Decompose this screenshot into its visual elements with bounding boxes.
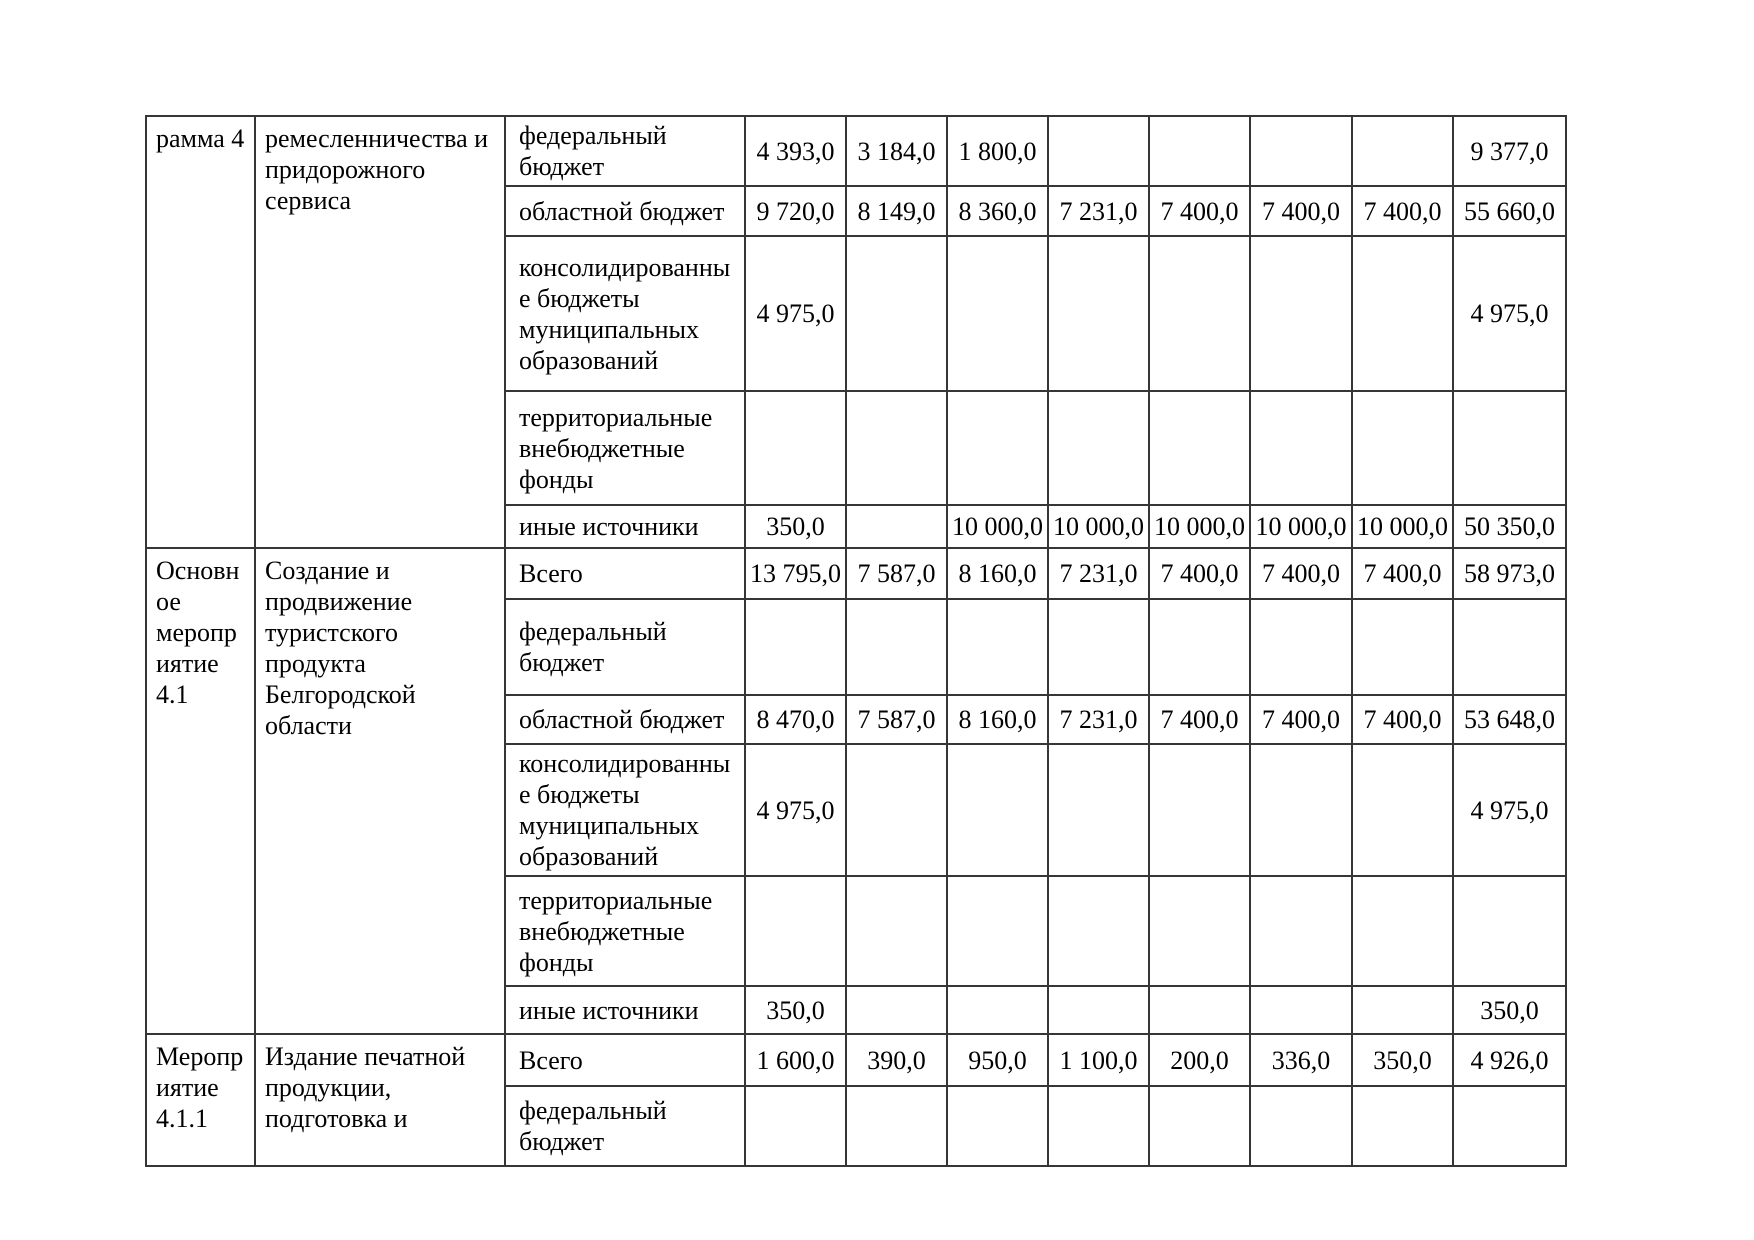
value-cell	[947, 876, 1048, 986]
value-cell	[1352, 876, 1453, 986]
section-id-cell: рамма 4	[146, 116, 255, 548]
section-description-cell: Издание печатной продукции, подготовка и	[255, 1034, 505, 1166]
section-description-cell: Создание и продвижение туристского продукта Белгородской области	[255, 548, 505, 1034]
value-cell: 7 587,0	[846, 548, 947, 599]
funding-source-label: Всего	[505, 548, 745, 599]
value-cell: 336,0	[1250, 1034, 1352, 1086]
total-cell: 9 377,0	[1453, 116, 1566, 186]
value-cell	[947, 236, 1048, 391]
value-cell	[1048, 986, 1149, 1034]
value-cell: 7 587,0	[846, 695, 947, 744]
value-cell	[1048, 236, 1149, 391]
value-cell	[1250, 1086, 1352, 1166]
value-cell: 200,0	[1149, 1034, 1250, 1086]
value-cell	[1149, 391, 1250, 505]
value-cell	[1352, 1086, 1453, 1166]
value-cell: 7 231,0	[1048, 695, 1149, 744]
value-cell: 10 000,0	[1048, 505, 1149, 548]
value-cell: 13 795,0	[745, 548, 846, 599]
value-cell	[1352, 391, 1453, 505]
value-cell	[1149, 236, 1250, 391]
value-cell: 3 184,0	[846, 116, 947, 186]
value-cell	[1250, 876, 1352, 986]
value-cell	[846, 391, 947, 505]
total-cell: 55 660,0	[1453, 186, 1566, 236]
value-cell: 10 000,0	[947, 505, 1048, 548]
value-cell	[1250, 236, 1352, 391]
value-cell	[846, 876, 947, 986]
value-cell: 7 400,0	[1149, 695, 1250, 744]
value-cell	[1352, 599, 1453, 695]
value-cell: 7 400,0	[1352, 695, 1453, 744]
value-cell	[1149, 876, 1250, 986]
total-cell	[1453, 876, 1566, 986]
section-id-cell: Мероприятие 4.1.1	[146, 1034, 255, 1166]
value-cell	[846, 744, 947, 876]
value-cell	[846, 1086, 947, 1166]
total-cell: 4 975,0	[1453, 236, 1566, 391]
value-cell	[1149, 744, 1250, 876]
value-cell	[1149, 116, 1250, 186]
value-cell	[1149, 599, 1250, 695]
value-cell	[1048, 1086, 1149, 1166]
value-cell	[1250, 986, 1352, 1034]
value-cell	[1352, 116, 1453, 186]
value-cell: 1 800,0	[947, 116, 1048, 186]
value-cell	[1250, 599, 1352, 695]
budget-financing-table	[145, 115, 1567, 1167]
table-row	[146, 116, 1566, 186]
value-cell: 1 100,0	[1048, 1034, 1149, 1086]
value-cell: 8 360,0	[947, 186, 1048, 236]
funding-source-label: территориальные внебюджетные фонды	[505, 391, 745, 505]
value-cell	[846, 505, 947, 548]
value-cell: 8 160,0	[947, 548, 1048, 599]
value-cell: 4 393,0	[745, 116, 846, 186]
value-cell: 10 000,0	[1149, 505, 1250, 548]
section-id-cell: Основное мероприятие 4.1	[146, 548, 255, 1034]
value-cell: 4 975,0	[745, 236, 846, 391]
value-cell	[1048, 391, 1149, 505]
total-cell	[1453, 391, 1566, 505]
funding-source-label: Всего	[505, 1034, 745, 1086]
value-cell	[947, 391, 1048, 505]
value-cell: 7 400,0	[1250, 695, 1352, 744]
total-cell	[1453, 1086, 1566, 1166]
value-cell: 350,0	[745, 986, 846, 1034]
value-cell: 7 400,0	[1250, 186, 1352, 236]
total-cell: 50 350,0	[1453, 505, 1566, 548]
funding-source-label: областной бюджет	[505, 695, 745, 744]
value-cell: 8 149,0	[846, 186, 947, 236]
value-cell: 7 400,0	[1149, 186, 1250, 236]
value-cell	[1352, 986, 1453, 1034]
value-cell: 350,0	[1352, 1034, 1453, 1086]
value-cell: 1 600,0	[745, 1034, 846, 1086]
value-cell	[745, 599, 846, 695]
value-cell: 7 231,0	[1048, 186, 1149, 236]
value-cell	[1149, 986, 1250, 1034]
value-cell: 7 400,0	[1352, 186, 1453, 236]
value-cell	[1250, 116, 1352, 186]
value-cell	[1250, 744, 1352, 876]
value-cell	[1048, 116, 1149, 186]
value-cell: 10 000,0	[1352, 505, 1453, 548]
value-cell: 7 231,0	[1048, 548, 1149, 599]
value-cell	[1149, 1086, 1250, 1166]
value-cell: 7 400,0	[1250, 548, 1352, 599]
value-cell: 8 470,0	[745, 695, 846, 744]
funding-source-label: территориальные внебюджетные фонды	[505, 876, 745, 986]
total-cell: 53 648,0	[1453, 695, 1566, 744]
funding-source-label: иные источники	[505, 505, 745, 548]
value-cell	[745, 876, 846, 986]
value-cell	[1048, 599, 1149, 695]
funding-source-label: областной бюджет	[505, 186, 745, 236]
funding-source-label: иные источники	[505, 986, 745, 1034]
value-cell: 7 400,0	[1352, 548, 1453, 599]
total-cell	[1453, 599, 1566, 695]
total-cell: 350,0	[1453, 986, 1566, 1034]
value-cell	[1048, 744, 1149, 876]
value-cell	[1250, 391, 1352, 505]
table-row	[146, 548, 1566, 599]
value-cell	[745, 1086, 846, 1166]
value-cell: 950,0	[947, 1034, 1048, 1086]
value-cell: 350,0	[745, 505, 846, 548]
value-cell: 8 160,0	[947, 695, 1048, 744]
funding-source-label: консолидированные бюджеты муниципальных образований	[505, 236, 745, 391]
value-cell	[846, 236, 947, 391]
value-cell	[1048, 876, 1149, 986]
funding-source-label: федеральный бюджет	[505, 1086, 745, 1166]
value-cell: 7 400,0	[1149, 548, 1250, 599]
value-cell	[1352, 744, 1453, 876]
value-cell	[947, 986, 1048, 1034]
value-cell: 390,0	[846, 1034, 947, 1086]
value-cell: 4 975,0	[745, 744, 846, 876]
value-cell: 10 000,0	[1250, 505, 1352, 548]
funding-source-label: федеральный бюджет	[505, 116, 745, 186]
value-cell: 9 720,0	[745, 186, 846, 236]
funding-source-label: консолидированные бюджеты муниципальных образований	[505, 744, 745, 876]
value-cell	[1352, 236, 1453, 391]
total-cell: 4 975,0	[1453, 744, 1566, 876]
value-cell	[947, 744, 1048, 876]
value-cell	[947, 599, 1048, 695]
funding-source-label: федеральный бюджет	[505, 599, 745, 695]
value-cell	[846, 986, 947, 1034]
section-description-cell: ремесленничества и придорожного сервиса	[255, 116, 505, 548]
total-cell: 4 926,0	[1453, 1034, 1566, 1086]
value-cell	[846, 599, 947, 695]
total-cell: 58 973,0	[1453, 548, 1566, 599]
table-row	[146, 1034, 1566, 1086]
value-cell	[745, 391, 846, 505]
value-cell	[947, 1086, 1048, 1166]
